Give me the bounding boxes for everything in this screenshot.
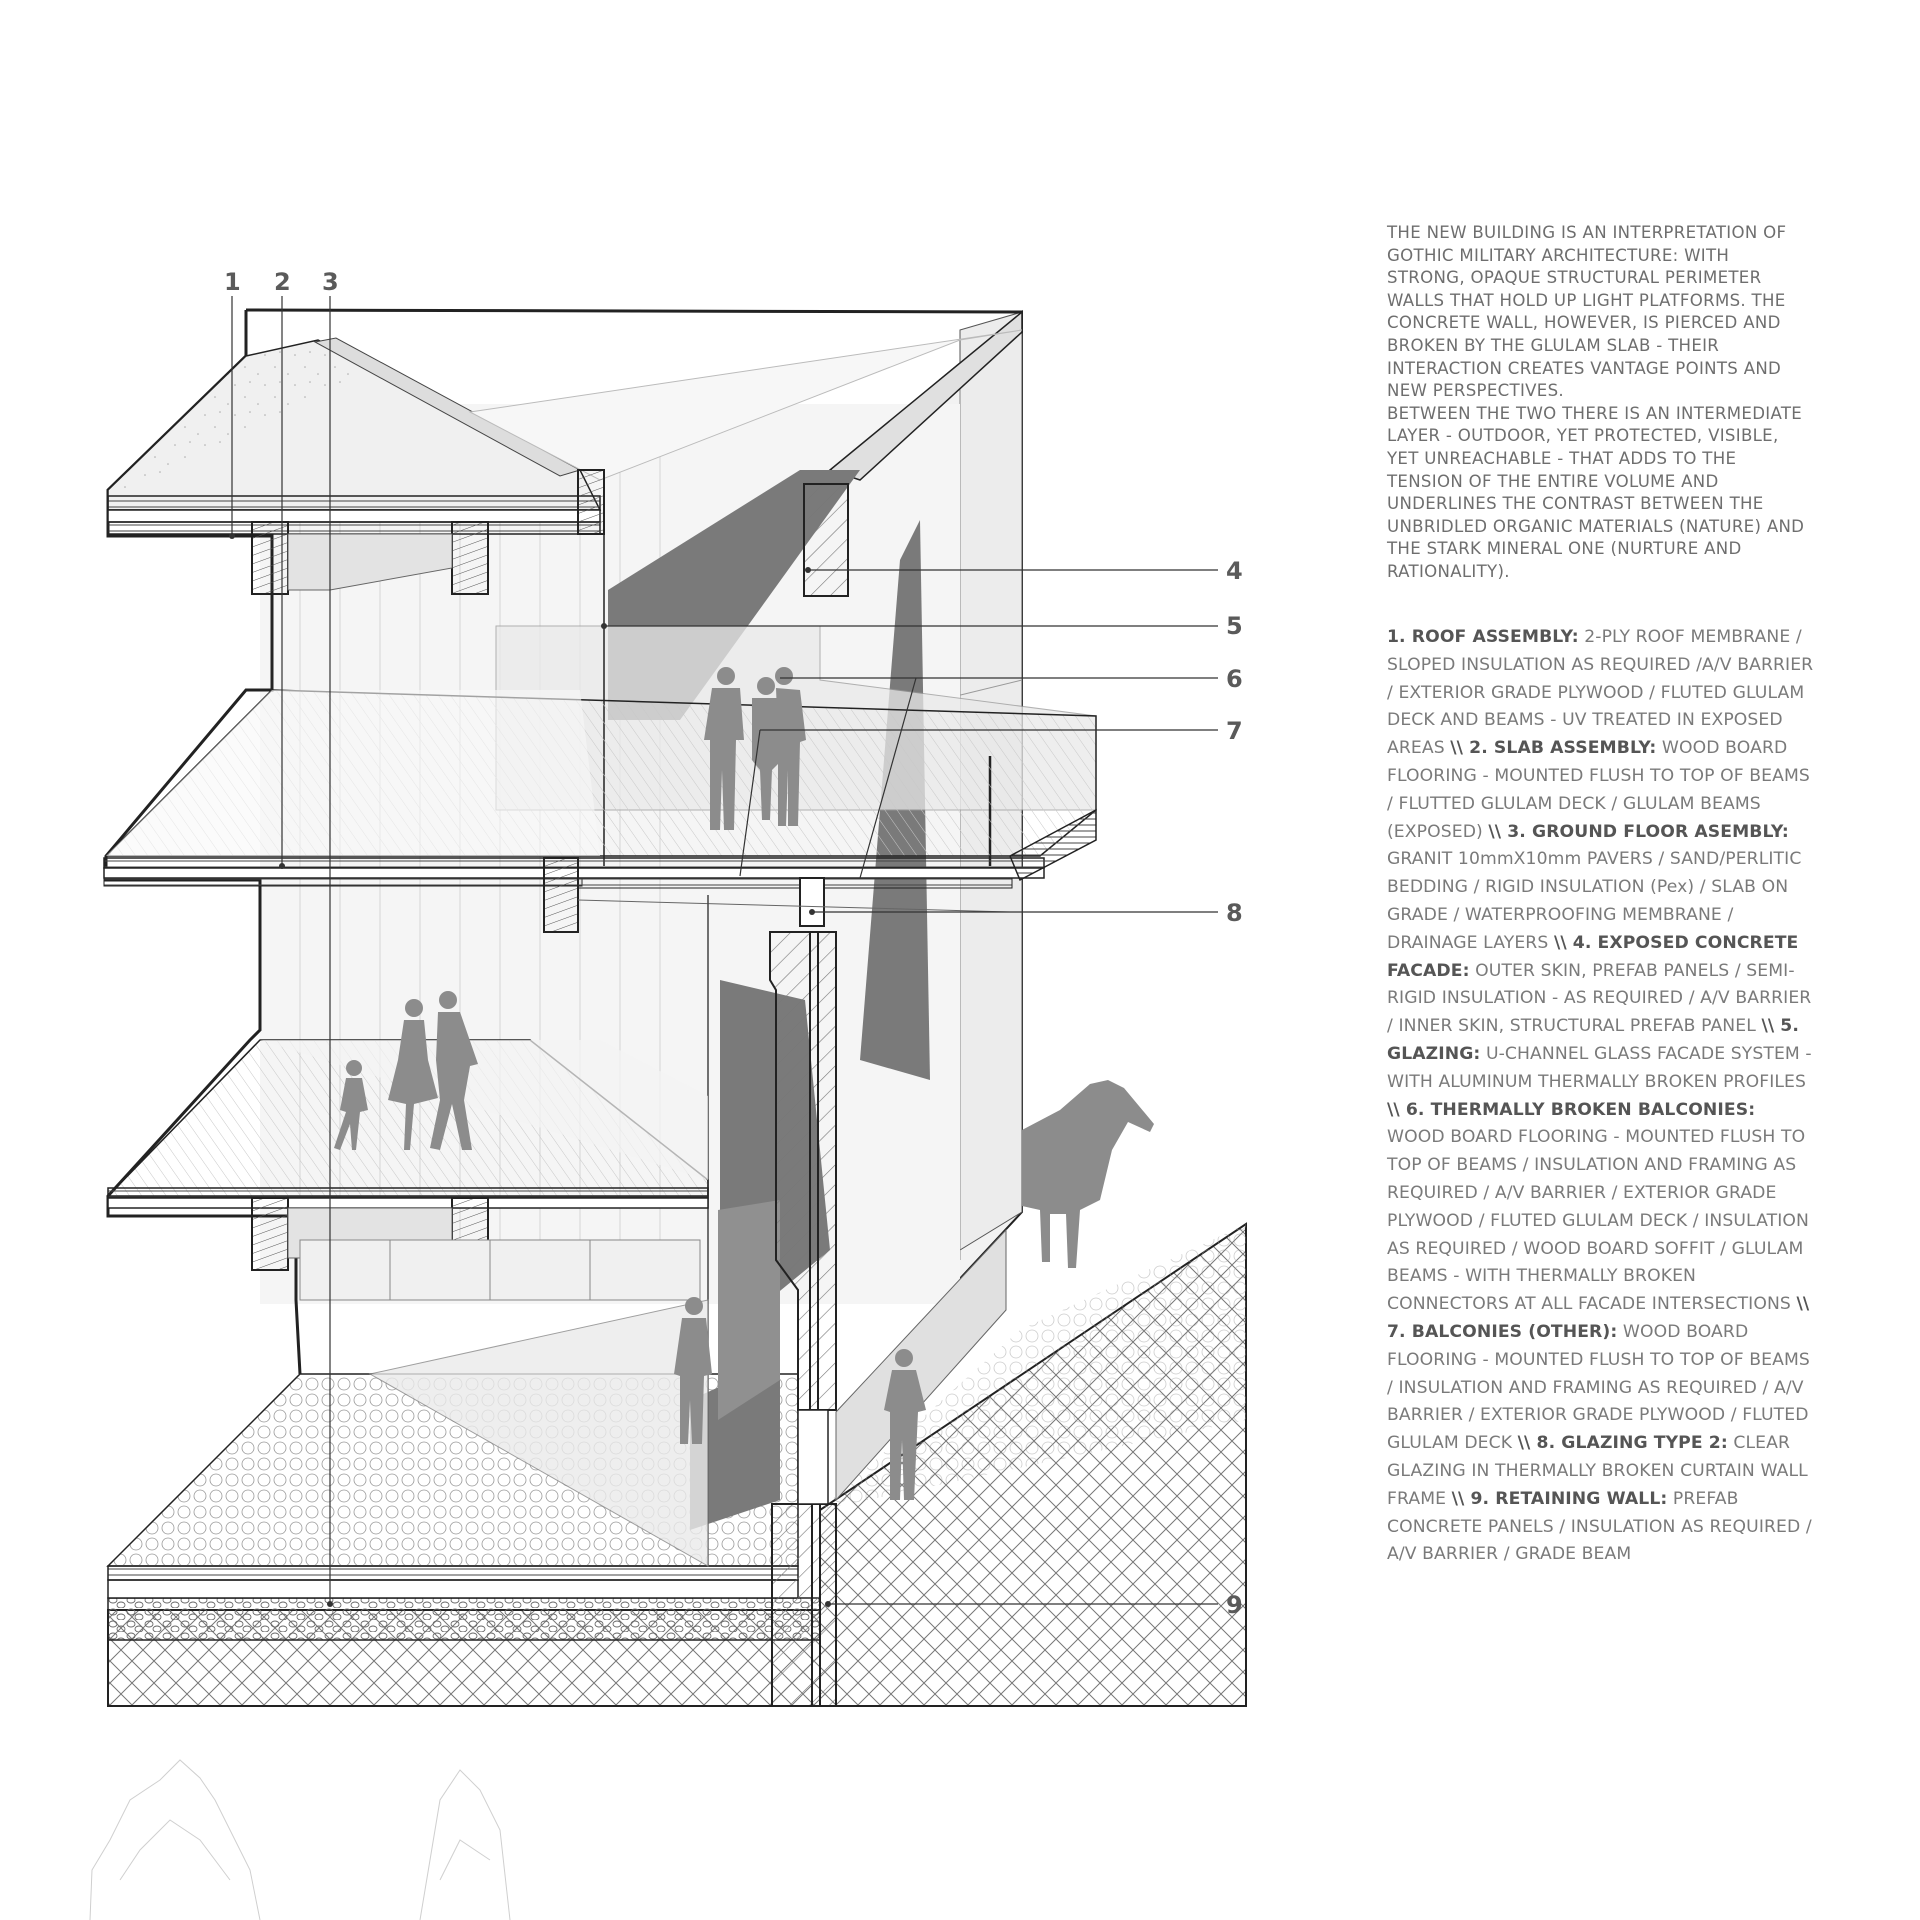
legend-title-9: \\ 9. RETAINING WALL: (1451, 1488, 1668, 1509)
slab-beam (544, 858, 578, 932)
legend-title-6: \\ 6. THERMALLY BROKEN BALCONIES: (1387, 1099, 1756, 1120)
project-description (1387, 222, 1807, 584)
description-paragraph-2: BETWEEN THE TWO THERE IS AN INTERMEDIATE LAYER - OUTDOOR, YET PROTECTED, VISIBLE, YET UNREACHABLE - THAT ADDS TO THE TENSION OF THE ENTIRE VOLUME AND UNDERLINES THE CONTRAST BETWEEN THE UNBRIDLED ORGANIC MATERIALS (NATURE) AND THE STARK MINERAL ONE (NURTURE AND RATIONALITY). (1387, 403, 1805, 581)
legend-text-2: WOOD BOARD FLOORING - MOUNTED FLUSH TO TOP OF BEAMS / FLUTTED GLULAM DECK / GLULAM BEAMS (EXPOSED) (1387, 738, 1810, 842)
legend-title-2: \\ 2. SLAB ASSEMBLY: (1450, 738, 1657, 759)
legend-title-5: \\ 5. GLAZING: (1387, 1016, 1799, 1064)
facade-4-section (804, 484, 848, 596)
balcony-connector (800, 878, 824, 926)
legend-title-3: \\ 3. GROUND FLOOR ASEMBLY: (1488, 821, 1789, 842)
legend-text-6: WOOD BOARD FLOORING - MOUNTED FLUSH TO TOP OF BEAMS / INSULATION AND FRAMING AS REQUIRED / A/V BARRIER / EXTERIOR GRADE PLYWOOD / FLUTED GLULAM DECK / INSULATION AS REQUIRED / WOOD BOARD SOFFIT / GLULAM BEAMS - WITH THERMALLY BROKEN CONNECTORS AT ALL FACADE INTERSECTIONS (1387, 1127, 1809, 1315)
ground-slab-pavers-edge (108, 1566, 798, 1580)
callout-1: 1 (224, 268, 241, 296)
legend-text-3: GRANIT 10mmX10mm PAVERS / SAND/PERLITIC BEDDING / RIGID INSULATION (Pex) / SLAB ON GRADE / WATERPROOFING MEMBRANE / DRAINAGE LAYERS (1387, 849, 1802, 953)
legend-text-5: U-CHANNEL GLASS FACADE SYSTEM - WITH ALUMINUM THERMALLY BROKEN PROFILES (1387, 1043, 1812, 1092)
callout-9: 9 (1226, 1591, 1243, 1619)
ground-slab-insulation (108, 1580, 798, 1598)
callout-5: 5 (1226, 612, 1243, 640)
legend-title-8: \\ 8. GLAZING TYPE 2: (1517, 1433, 1728, 1454)
callout-6: 6 (1226, 665, 1243, 693)
legend-text-4: OUTER SKIN, PREFAB PANELS / SEMI-RIGID INSULATION - AS REQUIRED / A/V BARRIER / INNER SKIN, STRUCTURAL PREFAB PANEL (1387, 960, 1812, 1037)
legend-title-7: \\ 7. BALCONIES (OTHER): (1387, 1294, 1810, 1342)
roof-beam-right (452, 522, 488, 594)
tree-sketches (90, 1760, 510, 1920)
legend-title-4: \\ 4. EXPOSED CONCRETE FACADE: (1387, 932, 1799, 981)
callout-4: 4 (1226, 557, 1243, 585)
legend-text-7: WOOD BOARD FLOORING - MOUNTED FLUSH TO TOP OF BEAMS / INSULATION AND FRAMING AS REQUIRED / A/V BARRIER / EXTERIOR GRADE PLYWOOD / FLUTED GLULAM DECK (1387, 1321, 1810, 1454)
lower-beam-left (252, 1198, 288, 1270)
legend-text-9: PREFAB CONCRETE PANELS / INSULATION AS REQUIRED / A/V BARRIER / GRADE BEAM (1387, 1488, 1812, 1565)
callout-3: 3 (322, 268, 339, 296)
legend-title-1: 1. ROOF ASSEMBLY: (1387, 627, 1579, 647)
legend-text-8: CLEAR GLAZING IN THERMALLY BROKEN CURTAIN WALL FRAME (1387, 1433, 1808, 1509)
assembly-legend (1387, 624, 1815, 1569)
description-paragraph-1: THE NEW BUILDING IS AN INTERPRETATION OF GOTHIC MILITARY ARCHITECTURE: WITH STRONG, OPAQUE STRUCTURAL PERIMETER WALLS THAT HOLD UP LIGHT PLATFORMS. THE CONCRETE WALL, HOWEVER, IS PIERCED AND BROKEN BY THE GLULAM SLAB - THEIR INTERACTION CREATES VANTAGE POINTS AND NEW PERSPECTIVES. (1387, 223, 1787, 401)
callout-7: 7 (1226, 717, 1243, 745)
horse-silhouette (1022, 1080, 1154, 1268)
callout-2: 2 (274, 268, 291, 296)
ground-slab-gravel (108, 1598, 820, 1640)
callout-8: 8 (1226, 899, 1243, 927)
legend-text-1: 2-PLY ROOF MEMBRANE / SLOPED INSULATION AS REQUIRED /A/V BARRIER / EXTERIOR GRADE PLYWOOD / FLUTED GLULAM DECK AND BEAMS - UV TREATED IN EXPOSED AREAS (1387, 627, 1814, 759)
